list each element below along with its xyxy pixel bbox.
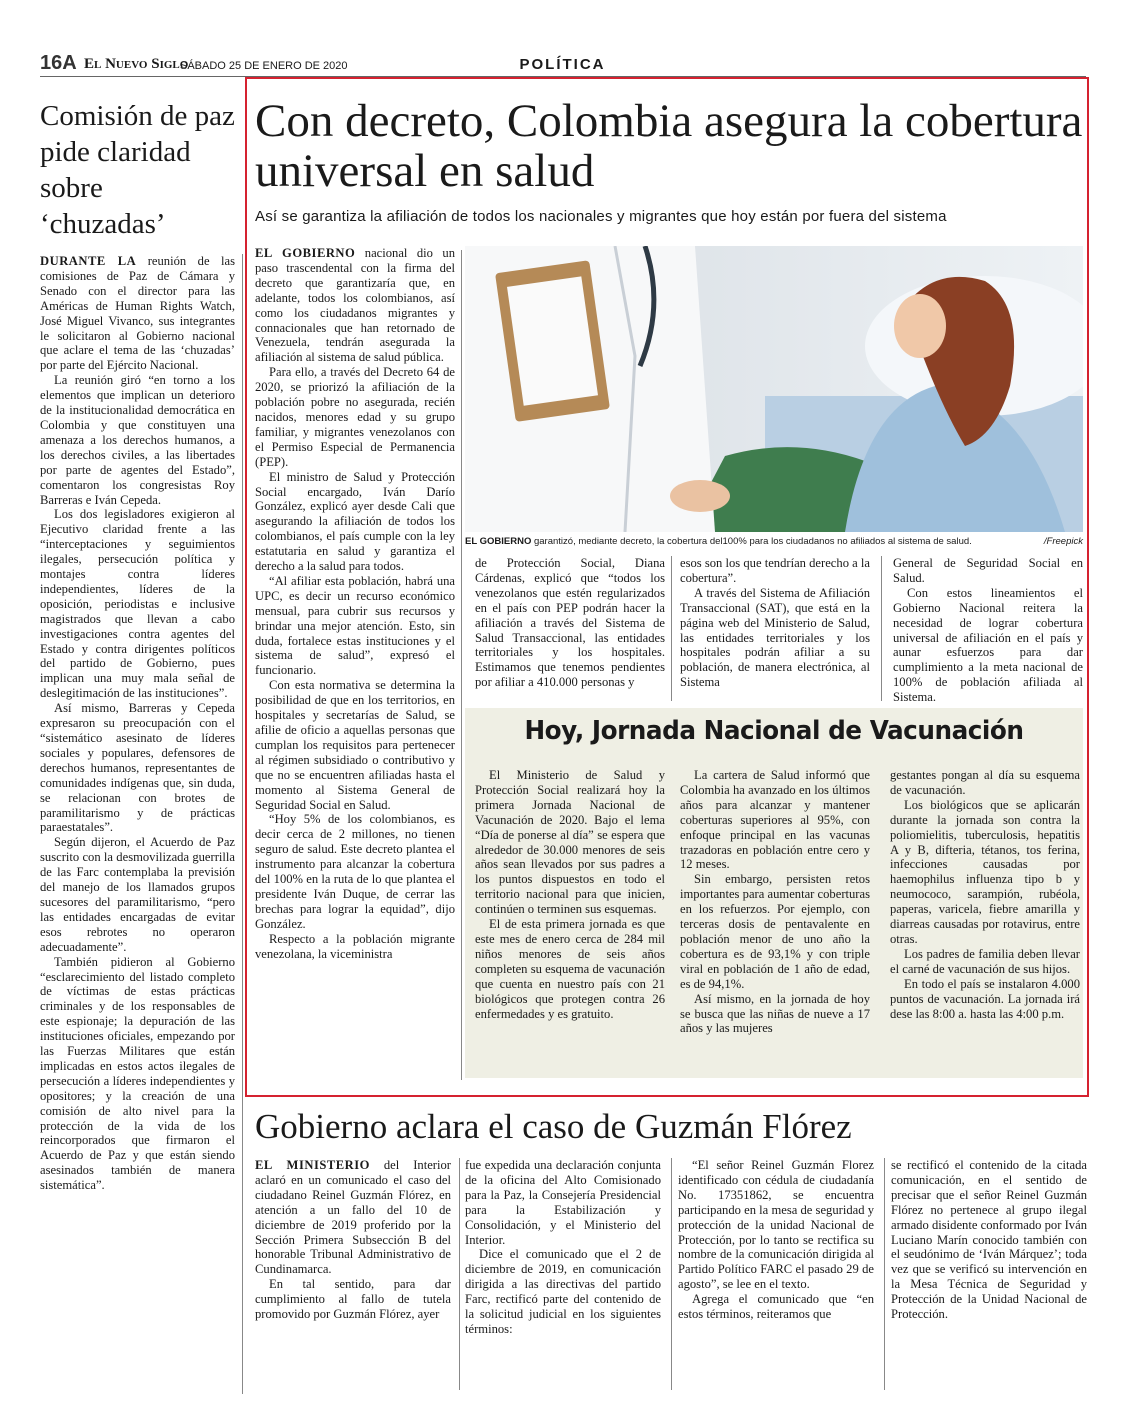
vaccination-title: Hoy, Jornada Nacional de Vacunación	[524, 716, 1024, 746]
hospital-photo	[465, 246, 1083, 532]
main-story-lead: EL GOBIERNO	[255, 246, 356, 260]
paragraph: Con esta normativa se determina la posibilidad de que en los territorios, en hospitales y secretarías de Salud, se afilie de oficio a aquellas personas que cumplan los requisitos para pertenecer al régimen subsidiado o contributivo y que no se encuentren afiliadas hasta el momento al Sistema General de Seguridad Social en Salud.	[255, 678, 455, 812]
paragraph: El Ministerio de Salud y Protección Social realizará hoy la primera Jornada Nacional de Vacunación de 2020. Bajo el lema “Día de ponerse al día” se espera que alrededor de 30.000 menores de seis años sean llevados por sus padres a los puntos dispuestos en todo el territorio nacional para que inicien, continúen o terminen sus esquemas.	[475, 768, 665, 917]
issue-date: SÁBADO 25 DE ENERO DE 2020	[180, 60, 348, 72]
photo-caption	[465, 536, 1083, 548]
column-divider	[242, 254, 243, 1394]
paragraph: La cartera de Salud informó que Colombia ha avanzado en los últimos años para alcanzar y mantener coberturas superiores al 95%, con enfoque principal en las vacunas trazadoras en población entre cero y 12 meses.	[680, 768, 870, 872]
column-divider	[881, 556, 882, 701]
paragraph: Con estos lineamientos el Gobierno Nacional reitera la necesidad de lograr cobertura universal de afiliación en el país y aunar esfuerzos para dar cumplimiento a la meta nacional de 100% de población afiliada al Sistema.	[893, 585, 1083, 705]
paragraph: En todo el país se instalaron 4.000 puntos de vacunación. La jornada irá dese las 8:00 a. hasta las 4:00 p.m.	[890, 976, 1080, 1021]
left-story-lead: DURANTE LA	[40, 254, 137, 268]
paragraph: El de esta primera jornada es que este mes de enero cerca de 284 mil niños menores de seis años completen su esquema de vacunación que cuenta en nuestro país con 21 biológicos que protegen contra 26 enfermedades y es gratuito.	[475, 917, 665, 1021]
bottom-story-lead: EL MINISTERIO	[255, 1158, 370, 1172]
vaccination-column-3	[890, 768, 1080, 1021]
paragraph: General de Seguridad Social en Salud.	[893, 556, 1083, 585]
paragraph: gestantes pongan al día su esquema de vacunación.	[890, 768, 1080, 797]
main-subheadline: Así se garantiza la afiliación de todos los nacionales y migrantes que hoy están por fuera del sistema	[255, 208, 947, 225]
bottom-story-column-3	[678, 1158, 874, 1322]
paragraph: Agrega el comunicado que “en estos términos, reiteramos que	[678, 1292, 874, 1322]
column-divider	[671, 1158, 672, 1390]
caption-text: garantizó, mediante decreto, la cobertura del100% para los ciudadanos no afiliados al sistema de salud.	[531, 536, 972, 547]
bottom-story-column-1: EL MINISTERIO del Interior aclaró en un comunicado el caso del ciudadano Reinel Guzmán Flórez, en atención a un fallo del 10 de diciembre de 2019 proferido por la Sección Primera Subsección B del honorable Tribunal Administrativo de Cundinamarca. En tal sentido, para dar cumplimiento al fallo de tutela promovido por Guzmán Flórez, ayer	[255, 1158, 451, 1322]
section-name: POLÍTICA	[519, 56, 606, 73]
bottom-story-column-4	[891, 1158, 1087, 1322]
doctor-patient-illustration	[465, 246, 1083, 532]
main-story-column-4	[893, 556, 1083, 705]
paragraph: Los dos legisladores exigieron al Ejecutivo claridad frente a las “interceptaciones y seguimientos ilegales, persecución política y montajes contra líderes independientes, líderes de la oposición, periodistas e inclusive magistrados que llevan a cabo investigaciones contra agentes del Estado y contra dirigentes políticos del partido de Gobierno, pues implican una muy mala señal de deslegitimación de las instituciones”.	[40, 507, 235, 701]
photo-credit: /Freepick	[1043, 536, 1083, 547]
page-number: 16A	[40, 52, 77, 74]
column-divider	[884, 1158, 885, 1390]
left-story-title: Comisión de paz pide claridad sobre ‘chuzadas’	[40, 100, 235, 240]
paragraph: Los padres de familia deben llevar el carné de vacunación de sus hijos.	[890, 946, 1080, 976]
newspaper-name: El Nuevo Siglo	[84, 56, 189, 72]
vaccination-column-1	[475, 768, 665, 1021]
paragraph: En tal sentido, para dar cumplimiento al fallo de tutela promovido por Guzmán Flórez, ayer	[255, 1277, 451, 1322]
paragraph: La reunión giró “en torno a los elementos que implican un deterioro de la institucionalidad democrática en Colombia y que constituyen una amenaza a los derechos humanos, a los derechos civiles, a las libertades por parte de agentes del Estado”, comentaron los congresistas Roy Barreras e Iván Cepeda.	[40, 373, 235, 507]
paragraph: También pidieron al Gobierno “esclarecimiento del listado completo de víctimas de estas prácticas criminales y de los responsables de este espionaje; la depuración de las instituciones oficiales, empezando por las Fuerzas Militares que están implicadas en estos actos ilegales de persecución a líderes independientes y opositores; y la creación de una comisión de alto nivel para la protección de la vida de los reincorporados que firmaron el Acuerdo de Paz y que están siendo asesinados también de manera sistemática”.	[40, 954, 235, 1193]
paragraph: Así mismo, Barreras y Cepeda expresaron su preocupación con el “sistemático asesinato de líderes sociales y populares, defensores de derechos humanos, representantes de comunidades indígenas que, sin duda, se relacionan con brotes de paramilitarismo y de prácticas paraestatales”.	[40, 701, 235, 835]
bottom-story-column-2	[465, 1158, 661, 1337]
paragraph: “Hoy 5% de los colombianos, es decir cerca de 2 millones, no tienen seguro de salud. Este decreto plantea el instrumento para alcanzar la cobertura del 100% en la ruta de lo que plantea el presidente Iván Duque, de cerrar las brechas para lograr la equidad”, dijo González.	[255, 812, 455, 931]
paragraph: de Protección Social, Diana Cárdenas, explicó que “todos los venezolanos que estén regularizados en el país con PEP podrán hacer la afiliación a través del Sistema de Salud Transaccional, las entidades territoriales y los hospitales. Estimamos que tenemos pendientes por afiliar a 410.000 personas y	[475, 556, 665, 690]
column-divider	[459, 1158, 460, 1390]
paragraph: Respecto a la población migrante venezolana, la viceministra	[255, 931, 455, 961]
paragraph: A través del Sistema de Afiliación Transaccional (SAT), que está en la página web del Ministerio de Salud, las entidades territoriales y los hospitales podrán afiliar a su población, de manera electrónica, al Sistema	[680, 585, 870, 690]
paragraph: “El señor Reinel Guzmán Florez identificado con cédula de ciudadanía No. 17351862, se encuentra participando en la mesa de seguridad y protección de la unidad Nacional de Protección, por lo tanto se rectifica su nombre de la comunicación dirigida al Partido Político FARC el pasado 29 de agosto”, se lee en el texto.	[678, 1158, 874, 1292]
caption-lead: EL GOBIERNO	[465, 536, 532, 547]
paragraph: Según dijeron, el Acuerdo de Paz suscrito con la desmovilizada guerrilla de las Farc contemplaba la previsión del manejo de los llamados grupos sucesores del paramilitarismo, “pero las entidades encargadas de evitar esos rebrotes no operaron adecuadamente”.	[40, 835, 235, 954]
paragraph: Los biológicos que se aplicarán durante la jornada son contra la poliomielitis, tuberculosis, hepatitis A y B, difteria, tétanos, tos ferina, infecciones causadas por haemophilus influenza tipo b y neumococo, sarampión, rubéola, paperas, varicela, fiebre amarilla y diarreas causadas por rotavirus, entre otras.	[890, 797, 1080, 946]
paragraph: Así mismo, en la jornada de hoy se busca que las niñas de nueve a 17 años y las mujeres	[680, 991, 870, 1036]
paragraph: Para ello, a través del Decreto 64 de 2020, se priorizó la afiliación de la población pobre no asegurada, recién nacidos, menores edad y su grupo familiar, y migrantes venezolanos con el Permiso Especial de Permanencia (PEP).	[255, 365, 455, 469]
main-headline: Con decreto, Colombia asegura la cobertura universal en salud	[255, 95, 1083, 197]
paragraph: “Al afiliar esta población, habrá una UPC, es decir un recurso económico mensual, para cubrir sus recursos y brindar una mejor atención. Esto, sin duda, fortalece estas instituciones y el sistema de salud”, expresó el funcionario.	[255, 573, 455, 678]
paragraph: Dice el comunicado que el 2 de diciembre de 2019, en comunicación dirigida a las directivas del partido Farc, rectificó parte del contenido de la solicitud judicial en los siguientes términos:	[465, 1247, 661, 1336]
paragraph: se rectificó el contenido de la citada comunicación, en el sentido de precisar que el señor Reinel Guzmán Flórez no pertenece al grupo ilegal armado disidente conformado por Iván Luciano Marín conocido también con el seudónimo de ‘Iván Márquez’; toda vez que se verificó su intervención en la Mesa Técnica de Seguridad y Protección de la Unidad Nacional de Protección.	[891, 1158, 1087, 1322]
paragraph: esos son los que tendrían derecho a la cobertura”.	[680, 556, 870, 585]
bottom-headline: Gobierno aclara el caso de Guzmán Flórez	[255, 1107, 852, 1146]
vaccination-column-2	[680, 768, 870, 1036]
paragraph: El ministro de Salud y Protección Social encargado, Iván Darío González, explicó ayer desde Cali que asegurando la afiliación de todos los colombianos, el país cumple con la ley estatutaria en salud y garantiza el derecho a la salud para todos.	[255, 469, 455, 574]
main-story-column-1: EL GOBIERNO nacional dio un paso trascendental con la firma del decreto que garantizaría que, en adelante, todos los colombianos, así como los ciudadanos migrantes y connacionales que han retornado de Venezuela, tendrán asegurada la afiliación al sistema de salud pública. Para ello, a través del Decreto 64 de 2020, se priorizó la afiliación de la población pobre no asegurada, recién nacidos, menores edad y su grupo familiar, y migrantes venezolanos con el Permiso Especial de Permanencia (PEP). El ministro de Salud y Protección Social encargado, Iván Darío González, explicó ayer desde Cali que asegurando la afiliación de todos los colombianos, el país cumple con la ley estatutaria en salud y garantiza el derecho a la salud para todos. “Al afiliar esta población, habrá una UPC, es decir un recurso económico mensual, para cubrir sus recursos y brindar una mejor atención. Esto, sin duda, fortalece estas instituciones y el sistema de salud”, expresó el funcionario. Con esta normativa se determina la posibilidad de que en los territorios, en hospitales y secretarías de Salud, se afilie de oficio a aquellas personas que cumplan los requisitos para pertenecer al régimen subsidiado o contributivo y que no se encuentren afiliadas hasta el momento al Sistema General de Seguridad Social en Salud. “Hoy 5% de los colombianos, es decir cerca de 2 millones, no tienen seguro de salud. Este decreto plantea el instrumento para alcanzar la cobertura del 100% en la ruta de lo que plantea el presidente Iván Duque, de cerrar las brechas para lograr la equidad”, dijo González. Respecto a la población migrante venezolana, la viceministra	[255, 246, 455, 961]
main-story-column-3	[680, 556, 870, 690]
column-divider	[671, 556, 672, 701]
column-divider	[461, 250, 462, 1080]
main-story-column-2	[475, 556, 665, 690]
paragraph: fue expedida una declaración conjunta de la oficina del Alto Comisionado para la Paz, la Consejería Presidencial para la Estabilización y Consolidación, y el Ministerio del Interior.	[465, 1158, 661, 1247]
left-story-body: DURANTE LA reunión de las comisiones de Paz de Cámara y Senado con el director para las Américas de Human Rights Watch, José Miguel Vivanco, sus integrantes le solicitaron al Gobierno nacional que aclare el tema de las ‘chuzadas’ por parte del Ejército Nacional. La reunión giró “en torno a los elementos que implican un deterioro de la institucionalidad democrática en Colombia y que constituyen una amenaza a los derechos humanos, a los derechos civiles, a las libertades por parte de agentes del Estado”, comentaron los congresistas Roy Barreras e Iván Cepeda. Los dos legisladores exigieron al Ejecutivo claridad frente a las “interceptaciones y seguimientos ilegales, persecución política y montajes contra líderes independientes, líderes de la oposición, periodistas e inclusive magistrados que llevan a cabo investigaciones contra agentes del Estado y contra dirigentes políticos del partido de Gobierno, pues implican una muy mala señal de deslegitimación de las instituciones”. Así mismo, Barreras y Cepeda expresaron su preocupación con el “sistemático asesinato de líderes sociales y populares, defensores de derechos humanos, representantes de comunidades indígenas que, sin duda, se relacionan con brotes de paramilitarismo y de prácticas paraestatales”. Según dijeron, el Acuerdo de Paz suscrito con la desmovilizada guerrilla de las Farc contemplaba la previsión del manejo de los llamados grupos sucesores del paramilitarismo, “pero las entidades encargadas de evitar esos rebrotes no operaron adecuadamente”. También pidieron al Gobierno “esclarecimiento del listado completo de víctimas de estas prácticas criminales y de los responsables de este espionaje; la depuración de las instituciones oficiales, empezando por las Fuerzas Militares que están implicadas en estos actos ilegales de persecución a líderes independientes y opositores; y la creación de una comisión de alto nivel para la protección de la vida de los reincorporados que firmaron el Acuerdo de Paz y que están siendo asesinados también de manera sistemática”.	[40, 254, 236, 1193]
paragraph: Sin embargo, persisten retos importantes para aumentar coberturas en los refuerzos. Por ejemplo, con terceras dosis de pentavalente en población menor de uno año la cobertura es de 93,1% y con triple viral en población de 1 año de edad, es de 94,1%.	[680, 872, 870, 991]
